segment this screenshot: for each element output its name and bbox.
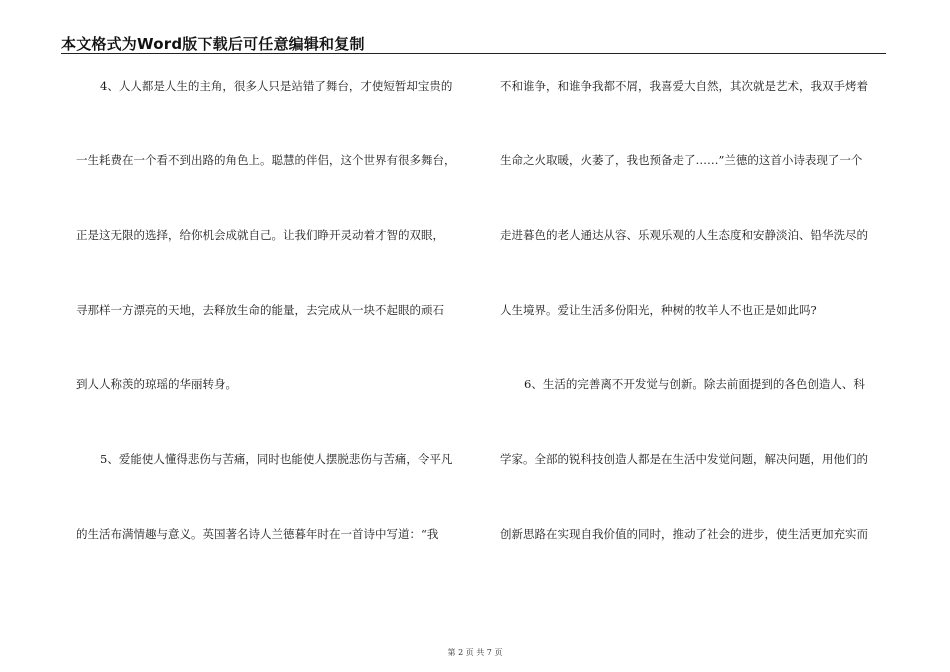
paragraph-5-line-2: 的生活布满情趣与意义。英国著名诗人兰德暮年时在一首诗中写道：“我 [76, 527, 439, 541]
paragraph-4-line-2: 一生耗费在一个看不到出路的角色上。聪慧的伴侣，这个世界有很多舞台， [76, 153, 456, 167]
header-divider [61, 53, 886, 54]
paragraph-4-line-5: 到人人称羡的琼瑶的华丽转身。 [76, 377, 237, 391]
paragraph-4-line-4: 寻那样一方漂亮的天地，去释放生命的能量，去完成从一块不起眼的顽石 [76, 303, 444, 317]
paragraph-5-line-5: 走进暮色的老人通达从容、乐观乐观的人生态度和安静淡泊、铅华洗尽的 [500, 228, 868, 242]
paragraph-6-line-1: 6、生活的完善离不开发觉与创新。除去前面提到的各色创造人、科 [524, 377, 865, 391]
paragraph-4-line-3: 正是这无限的选择，给你机会成就自己。让我们睁开灵动着才智的双眼， [76, 228, 444, 242]
page-number-footer: 第 2 页 共 7 页 [447, 648, 503, 657]
paragraph-4-line-1: 4、人人都是人生的主角，很多人只是站错了舞台，才使短暂却宝贵的 [100, 79, 453, 93]
paragraph-5-line-4: 生命之火取暖，火萎了，我也预备走了……”兰德的这首小诗表现了一个 [500, 153, 863, 167]
paragraph-5-line-1: 5、爱能使人懂得悲伤与苦痛，同时也能使人摆脱悲伤与苦痛，令平凡 [100, 452, 453, 466]
document-header-title: 本文格式为Word版下载后可任意编辑和复制 [61, 35, 365, 53]
paragraph-5-line-6: 人生境界。爱让生活多份阳光，种树的牧羊人不也正是如此吗? [500, 303, 817, 317]
paragraph-5-line-3: 不和谁争，和谁争我都不屑，我喜爱大自然，其次就是艺术，我双手烤着 [500, 79, 868, 93]
paragraph-6-line-2: 学家。全部的锐科技创造人都是在生活中发觉问题，解决问题，用他们的 [500, 452, 868, 466]
paragraph-6-line-3: 创新思路在实现自我价值的同时，推动了社会的进步，使生活更加充实而 [500, 527, 868, 541]
